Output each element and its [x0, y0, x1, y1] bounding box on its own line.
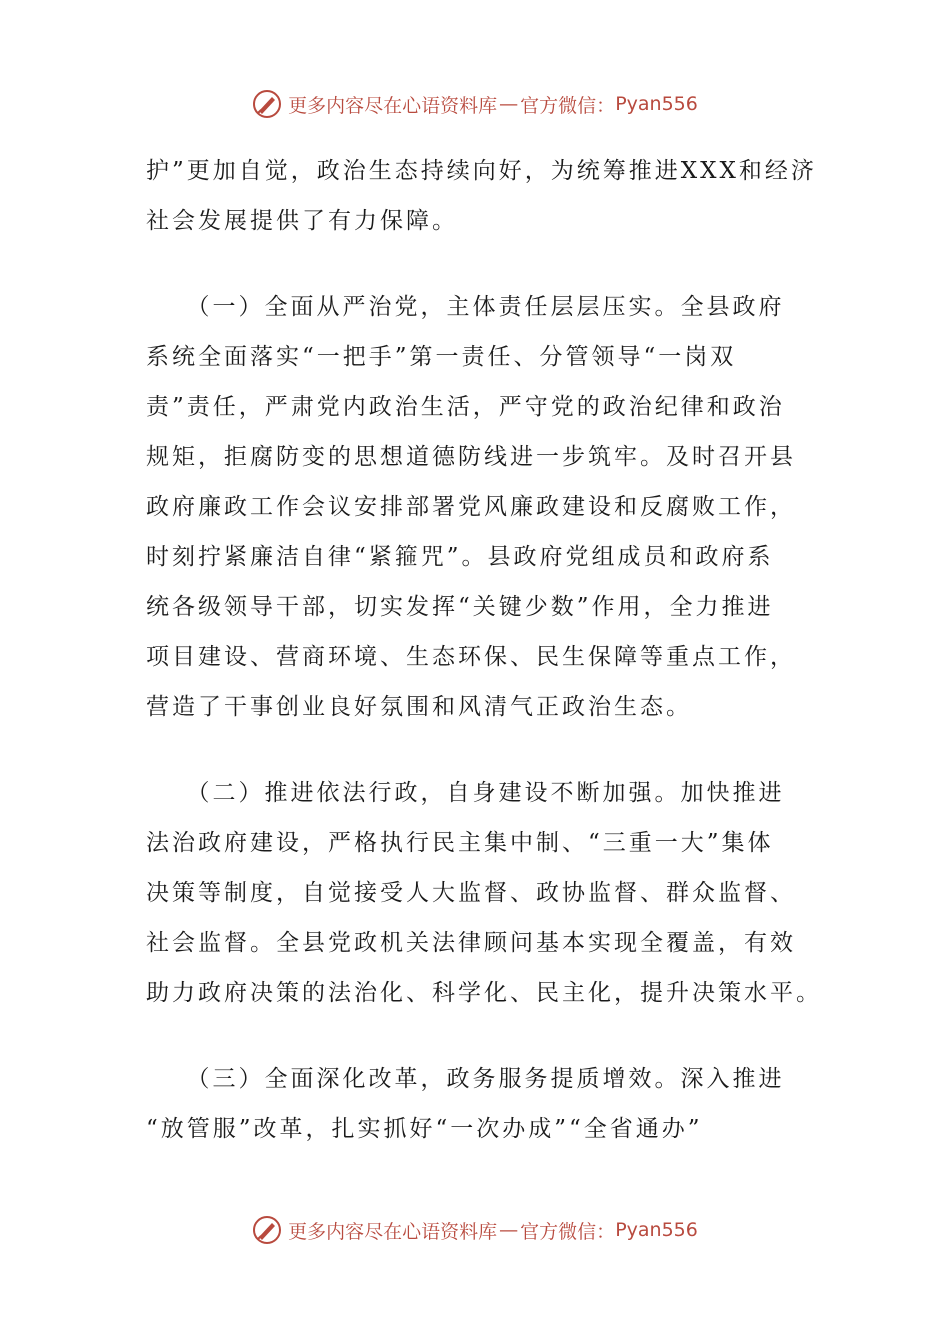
pen-logo-icon: [252, 89, 282, 119]
text-line: 规矩，拒腐防变的思想道德防线进一步筑牢。及时召开县: [146, 444, 796, 470]
text-line: 决策等制度，自觉接受人大监督、政协监督、群众监督、: [146, 880, 796, 906]
document-body: [146, 146, 822, 1154]
banner-brand-text: 更多内容尽在心语资料库: [288, 1220, 498, 1243]
header-banner: [0, 84, 950, 124]
text-line: 法治政府建设，严格执行民主集中制、“三重一大”集体: [146, 830, 774, 856]
text-line: 系统全面落实“一把手”第一责任、分管领导“一岗双: [146, 344, 737, 370]
banner-separator: —: [499, 93, 519, 115]
paragraph-section-two: [146, 768, 822, 1018]
banner-separator: —: [499, 1219, 519, 1241]
paragraph-continuation: [146, 146, 817, 246]
text-line: 政府廉政工作会议安排部署党风廉政建设和反腐败工作，: [146, 494, 796, 520]
text-line: 营造了干事创业良好氛围和风清气正政治生态。: [146, 694, 692, 720]
text-line: （三）全面深化改革，政务服务提质增效。深入推进: [146, 1066, 785, 1092]
banner-wechat-id: Pyan556: [615, 1219, 698, 1241]
text-line: 时刻拧紧廉洁自律“紧箍咒”。县政府党组成员和政府系: [146, 544, 774, 570]
text-line: （二）推进依法行政，自身建设不断加强。加快推进: [146, 780, 785, 806]
text-line: 护”更加自觉，政治生态持续向好，为统筹推进XXX和经济: [146, 158, 817, 184]
text-line: （一）全面从严治党，主体责任层层压实。全县政府: [146, 294, 785, 320]
text-line: 项目建设、营商环境、生态环保、民生保障等重点工作，: [146, 644, 796, 670]
footer-banner: [0, 1210, 950, 1250]
pen-logo-icon: [252, 1215, 282, 1245]
banner-brand-text: 更多内容尽在心语资料库: [288, 94, 498, 117]
text-line: 责”责任，严肃党内政治生活，严守党的政治纪律和政治: [146, 394, 785, 420]
paragraph-section-one: [146, 282, 811, 732]
banner-wechat-label: 官方微信：: [520, 94, 616, 117]
banner-wechat-label: 官方微信：: [520, 1220, 616, 1243]
text-line: 社会监督。全县党政机关法律顾问基本实现全覆盖，有效: [146, 930, 796, 956]
text-line: “放管服”改革，扎实抓好“一次办成”“全省通办”: [146, 1116, 703, 1142]
text-line: 社会发展提供了有力保障。: [146, 208, 458, 234]
paragraph-section-three: [146, 1054, 811, 1154]
text-line: 助力政府决策的法治化、科学化、民主化，提升决策水平。: [146, 980, 822, 1006]
text-line: 统各级领导干部，切实发挥“关键少数”作用，全力推进: [146, 594, 774, 620]
banner-wechat-id: Pyan556: [615, 93, 698, 115]
